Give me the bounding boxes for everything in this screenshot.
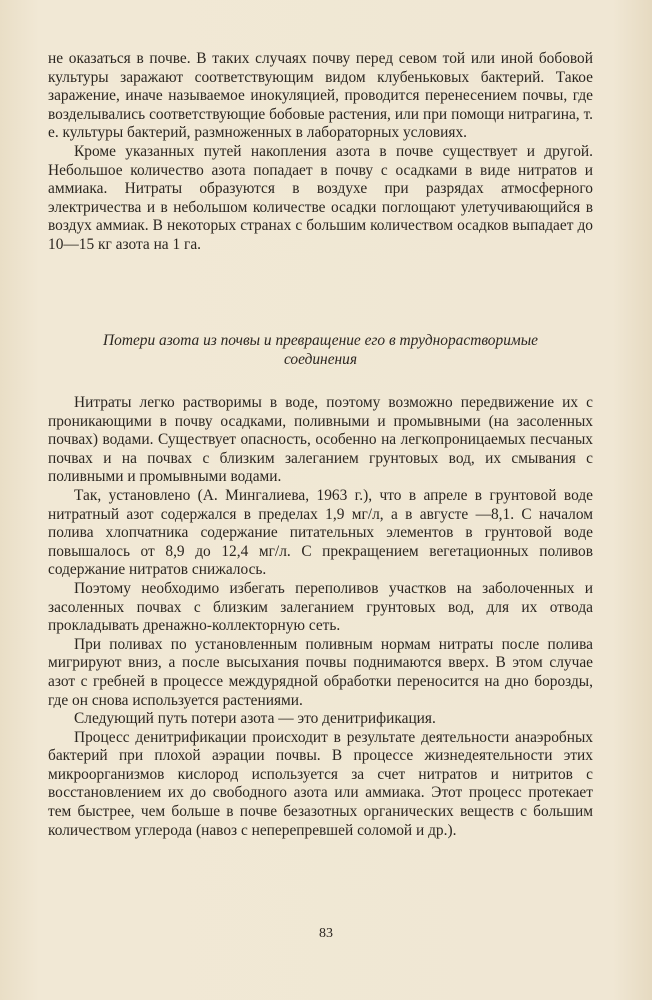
paragraph: При поливах по установленным поливным нормам нитраты после полива мигрируют вниз, а после высыхания почвы поднимаются вверх. В этом случае азот с гребней в процессе междурядной обработки переносится на дно борозды, где он снова используется растениями. [48,635,593,709]
paragraph: Следующий путь потери азота — это денитрификация. [74,710,436,728]
page-number: 83 [319,926,333,941]
paragraph: Нитраты легко растворимы в воде, поэтому возможно передвижение их с проникающими в почву осадками, поливными и промывными (на засоленных почвах) водами. Существует опасность, особенно на легкопроницаемых песчаных почвах и на почвах с близким залеганием грунтовых вод, их смывания с поливными и промывными водами. [48,394,593,486]
paragraph: Процесс денитрификации происходит в результате деятельности анаэробных бактерий при плохой аэрации почвы. В процессе жизнедеятельности этих микроорганизмов кислород используется за счет нитратов и нитритов с восстановлением их до свободного азота или аммиака. Этот процесс протекает тем быстрее, чем больше в почве безазотных органических веществ с большим количеством углерода (навоз с неперепревшей соломой и др.). [48,728,593,839]
section-heading-line-1: Потери азота из почвы и превращение его в труднорастворимые [103,332,538,349]
paragraph: не оказаться в почве. В таких случаях почву перед севом той или иной бобовой культуры заражают соответствующим видом клубеньковых бактерий. Такое заражение, иначе называемое инокуляцией, проводится перенесением почвы, где возделывались соответствующие бобовые растения, или при помощи нитрагина, т. е. культуры бактерий, размноженных в лабораторных условиях. [48,50,593,142]
text-block-bottom [48,394,593,840]
section-heading [48,332,593,369]
paragraph: Поэтому необходимо избегать переполивов участков на заболоченных и засоленных почвах с близким залеганием грунтовых вод, для их отвода прокладывать дренажно-коллекторную сеть. [48,579,593,635]
paragraph: Так, установлено (А. Мингалиева, 1963 г.), что в апреле в грунтовой воде нитратный азот содержался в пределах 1,9 мг/л, а в августе —8,1. С началом полива хлопчатника содержание питательных элементов в грунтовой воде повышалось от 8,9 до 12,4 мг/л. С прекращением вегетационных поливов содержание нитратов снижалось. [48,486,593,579]
paragraph: Кроме указанных путей накопления азота в почве существует и другой. Небольшое количество азота попадает в почву с осадками в виде нитратов и аммиака. Нитраты образуются в воздухе при разрядах атмосферного электричества и в небольшом количестве осадки поглощают улетучивающийся в воздух аммиак. В некоторых странах с большим количеством осадков выпадает до 10—15 кг азота на 1 га. [48,142,593,253]
text-block-top [48,50,593,255]
section-heading-line-2: соединения [283,350,358,368]
